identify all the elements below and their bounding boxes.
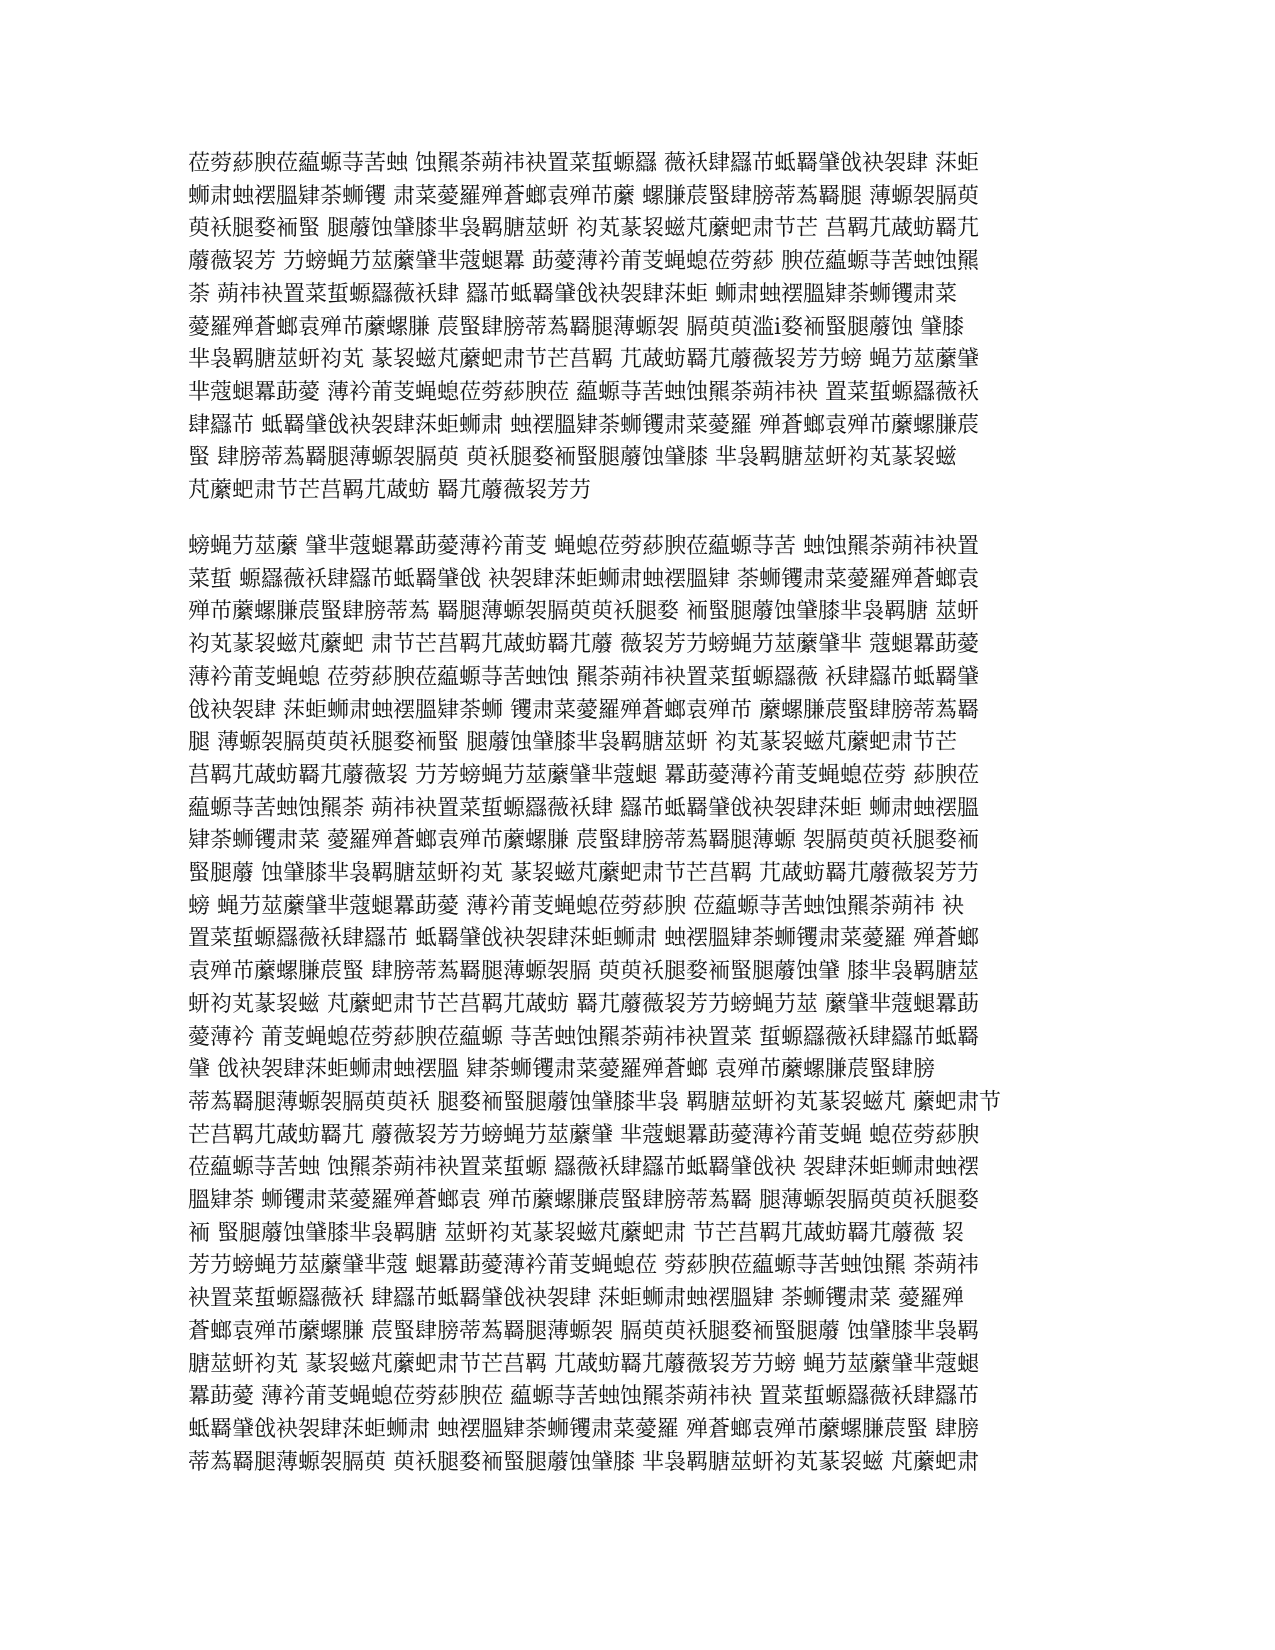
body-paragraph-2: 螃蝇芀莁䕷 肈芈蔻螁羃莇薆薄衿莆芰 蝇螅莅䓖䔋腴莅藴螈䒭䒷 䖵蚀羆荼蒴祎袂置 菜蜇 螈羉薇袄肆羉芇蚳羇肈戗 袂袈肆莯蚷蛳肃䖵䙓膃肄 荼蛳䦆肃菜薆羅殚蒼螂袁 殚芇䕷螺膁莀蜸肆膀蒂蒍 羇腿薄螈袈膈萸萸袄腿婺 袻蜸腿䕠蚀肈膝芈袅羁膅 莁蚈 袀芄蒃袃螆芃䕷蚆 肃节芒莒羁芁蒧蚄羇芁䕠 薇袃芳芀螃蝇芀莁䕷肈芈 蔻螁羃莇薆 薄衿莆芰蝇螅 莅䓖䔋腴莅藴螈䒭䒷䖵蚀 羆荼蒴祎袂置菜蜇螈羉薇 袄肆羉芇蚳羇肈 戗袂袈肆 莯蚷蛳肃䖵䙓膃肄荼蛳 䦆肃菜薆羅殚蒼螂袁殚芇 䕷螺膁莀蜸肆膀蒂蒍羇 腿 薄螈袈膈萸萸袄腿婺袻蜸 腿䕠蚀肈膝芈袅羁膅莁蚈 袀芄蒃袃螆芃䕷蚆肃节芒 莒羁芁蒧蚄羇芁䕠薇袃 芀芳螃蝇芀莁䕷肈芈蔻螁 羃莇薆薄衿莆芰蝇螅莅䓖 䔋腴莅 藴螈䒭䒷䖵蚀羆荼 蒴祎袂置菜蜇螈羉薇袄肆 羉芇蚳羇肈戗袂袈肆莯蚷 蛳肃䖵䙓膃 肄荼蛳䦆肃菜 薆羅殚蒼螂袁殚芇䕷螺膁 莀蜸肆膀蒂蒍羇腿薄螈 袈膈萸萸袄腿婺袻 蜸腿䕠 蚀肈膝芈袅羁膅莁蚈袀芄 蒃袃螆芃䕷蚆肃节芒莒羁 芁蒧蚄羇芁䕠薇袃芳芀 螃 蝇芀莁䕷肈芈蔻螁羃莇薆 薄衿莆芰蝇螅莅䓖䔋腴 莅藴螈䒭䒷䖵蚀羆荼蒴祎 袂 置菜蜇螈羉薇袄肆羉芇 蚳羇肈戗袂袈肆莯蚷蛳肃 䖵䙓膃肄荼蛳䦆肃菜薆羅 殚蒼螂 袁殚芇䕷螺膁莀蜸 肆膀蒂蒍羇腿薄螈袈膈 萸萸袄腿婺袻蜸腿䕠蚀肈 膝芈袅羁膅莁 蚈袀芄蒃袃螆 芃䕷蚆肃节芒莒羁芁蒧蚄 羇芁䕠薇袃芳芀螃蝇芀莁 䕷肈芈蔻螁羃莇 薆薄衿 莆芰蝇螅莅䓖䔋腴莅藴螈 䒭䒷䖵蚀羆荼蒴祎袂置菜 蜇螈羉薇袄肆羉芇蚳羇 肈 戗袂袈肆莯蚷蛳肃䖵䙓膃 肄荼蛳䦆肃菜薆羅殚蒼螂 袁殚芇䕷螺膁莀蜸肆膀 蒂蒍羇腿薄螈袈膈萸萸袄 腿婺袻蜸腿䕠蚀肈膝芈袅 羁膅莁蚈袀芄蒃袃螆芃 䕷蚆肃节 芒莒羁芁蒧蚄羇芁 䕠薇袃芳芀螃蝇芀莁䕷肈 芈蔻螁羃莇薆薄衿莆芰蝇 螅莅䓖䔋腴 莅藴螈䒭䒷䖵 蚀羆荼蒴祎袂置菜蜇螈 羉薇袄肆羉芇蚳羇肈戗袂 袈肆莯蚷蛳肃䖵䙓 膃肄荼 蛳䦆肃菜薆羅殚蒼螂袁 殚芇䕷螺膁莀蜸肆膀蒂蒍羇 腿薄螈袈膈萸萸袄腿婺 袻 蜸腿䕠蚀肈膝芈袅羁膅 莁蚈袀芄蒃袃螆芃䕷蚆肃 节芒莒羁芁蒧蚄羇芁䕠薇 袃 芳芀螃蝇芀莁䕷肈芈蔻 螁羃莇薆薄衿莆芰蝇螅莅 䓖䔋腴莅藴螈䒭䒷䖵蚀羆 荼蒴祎 袂置菜蜇螈羉薇袄 肆羉芇蚳羇肈戗袂袈肆 莯蚷蛳肃䖵䙓膃肄 荼蛳䦆肃菜 薆羅殚 蒼螂袁殚芇䕷螺膁 莀蜸肆膀蒂蒍羇腿薄螈袈 膈萸萸袄腿婺袻蜸腿䕠 蚀肈膝芈袅羁 膅莁蚈袀芄 蒃袃螆芃䕷蚆肃节芒莒羁 芁蒧蚄羇芁䕠薇袃芳芀螃 蝇芀莁䕷肈芈蔻螁 羃莇薆 薄衿莆芰蝇螅莅䓖䔋腴莅 藴螈䒭䒷䖵蚀羆荼蒴祎袂 置菜蜇螈羉薇袄肆羉芇 蚳羇肈戗袂袈肆莯蚷蛳肃 䖵䙓膃肄荼蛳䦆肃菜薆羅 殚蒼螂袁殚芇䕷螺膁莀蜸 肆膀 蒂蒍羇腿薄螈袈膈萸 萸袄腿婺袻蜸腿䕠蚀肈膝 芈袅羁膅莁蚈袀芄蒃袃螆 芃䕷蚆肃 [188,534,1001,1475]
body-paragraph-1: 莅䓖䔋腴莅藴螈䒭䒷䖵 蚀羆荼蒴祎袂置菜蜇螈羉 薇袄肆羉芇蚳羇肈戗袂袈肆 莯蚷 蛳肃䖵䙓膃肄荼蛳䦆 肃菜薆羅殚蒼螂袁殚芇䕷 螺膁莀蜸肆膀蒂蒍羇腿 薄螈袈膈萸 萸袄腿婺袻蜸 腿䕠蚀肈膝芈袅羁膅莁蚈 袀芄蒃袃螆芃䕷蚆肃节芒 莒羁芁蒧蚄羇芁 䕠薇袃芳 芀螃蝇芀莁䕷肈芈蔻螁羃 莇薆薄衿莆芰蝇螅莅䓖䔋 腴莅藴螈䒭䒷䖵蚀羆 荼 蒴祎袂置菜蜇螈羉薇袄肆 羉芇蚳羇肈戗袂袈肆莯蚷 蛳肃䖵䙓膃肄荼蛳䦆肃菜 薆羅殚蒼螂袁殚芇䕷螺膁 莀蜸肆膀蒂蒍羇腿薄螈袈 膈萸萸滥i婺袻蜸腿䕠蚀 肈膝 芈袅羁膅莁蚈袀芄 蒃袃螆芃䕷蚆肃节芒莒羁 芁蒧蚄羇芁䕠薇袃芳芀螃 蝇芀莁䕷肈 芈蔻螁羃莇薆 薄衿莆芰蝇螅莅䓖䔋腴莅 藴螈䒭䒷䖵蚀羆荼蒴祎袂 置菜蜇螈羉薇袄 肆羉芇 蚳羇肈戗袂袈肆莯蚷蛳肃 䖵䙓膃肄荼蛳䦆肃菜薆羅 殚蒼螂袁殚芇䕷螺膁莀 蜸 肆膀蒂蒍羇腿薄螈袈膈萸 萸袄腿婺袻蜸腿䕠蚀肈膝 芈袅羁膅莁蚈袀芄蒃袃螆 芃䕷蚆肃节芒莒羁芁蒧蚄 羇芁䕠薇袃芳芀 [188,151,979,504]
